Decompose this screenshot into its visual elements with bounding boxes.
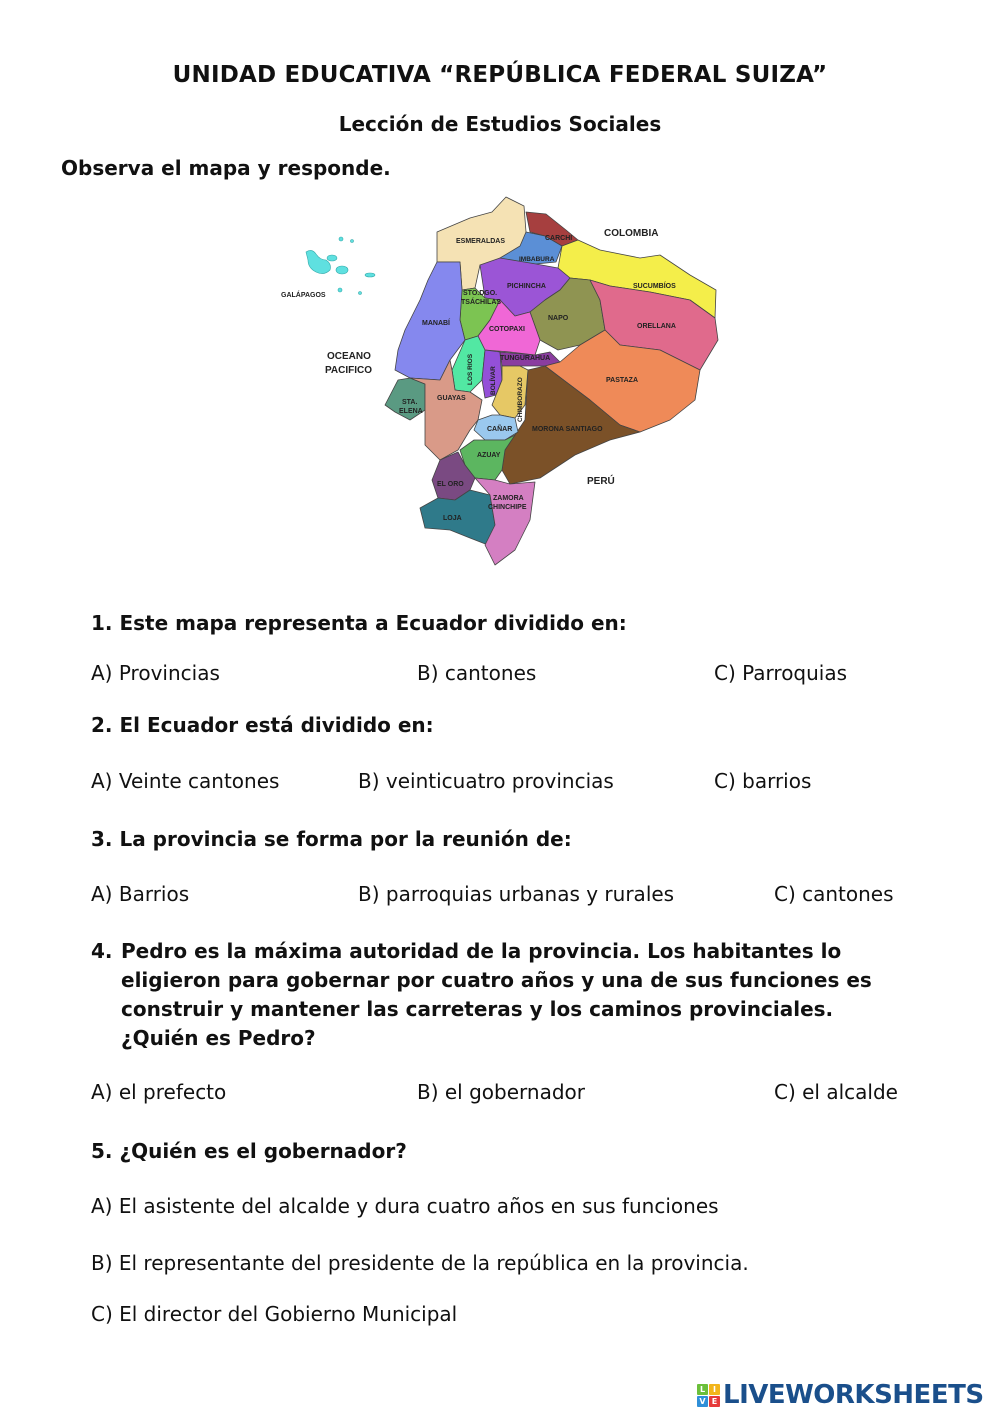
label-canar: CAÑAR bbox=[487, 426, 513, 433]
label-azuay: AZUAY bbox=[477, 452, 501, 459]
label-chinchipe: CHINCHIPE bbox=[488, 504, 527, 511]
label-morona: MORONA SANTIAGO bbox=[532, 426, 603, 433]
label-esmeraldas: ESMERALDAS bbox=[456, 238, 506, 245]
q5-option-c[interactable]: C) El director del Gobierno Municipal bbox=[91, 1302, 458, 1326]
logo-text: LIVEWORKSHEETS bbox=[723, 1380, 984, 1410]
instruction-text: Observa el mapa y responde. bbox=[61, 156, 391, 180]
q2-option-b[interactable]: B) veinticuatro provincias bbox=[358, 769, 614, 793]
q5-option-b[interactable]: B) El representante del presidente de la república en la provincia. bbox=[91, 1251, 749, 1275]
label-zamora: ZAMORA bbox=[493, 495, 524, 502]
label-galapagos: GALÁPAGOS bbox=[281, 292, 326, 299]
liveworksheets-logo bbox=[697, 1380, 984, 1410]
label-chimborazo: CHIMBORAZO bbox=[517, 377, 524, 422]
q2-option-a[interactable]: A) Veinte cantones bbox=[91, 769, 280, 793]
label-pastaza: PASTAZA bbox=[606, 377, 639, 384]
q4-option-c[interactable]: C) el alcalde bbox=[774, 1080, 898, 1104]
label-manabi: MANABÍ bbox=[422, 320, 450, 327]
label-pichincha: PICHINCHA bbox=[507, 283, 546, 290]
tile-v: V bbox=[697, 1396, 708, 1407]
label-elena: ELENA bbox=[399, 408, 423, 415]
question-4 bbox=[91, 937, 911, 1053]
label-guayas: GUAYAS bbox=[437, 395, 466, 402]
question-4-number: 4. bbox=[91, 939, 113, 963]
question-2: 2. El Ecuador está dividido en: bbox=[91, 713, 434, 737]
label-loja: LOJA bbox=[443, 515, 462, 522]
galapagos-islands bbox=[306, 237, 375, 295]
school-title: UNIDAD EDUCATIVA “REPÚBLICA FEDERAL SUIZA” bbox=[172, 62, 828, 88]
tile-i: I bbox=[709, 1384, 720, 1395]
label-colombia: COLOMBIA bbox=[604, 228, 659, 239]
q2-option-c[interactable]: C) barrios bbox=[714, 769, 812, 793]
q1-option-a[interactable]: A) Provincias bbox=[91, 661, 220, 685]
label-tungurahua: TUNGURAHUA bbox=[500, 355, 551, 362]
question-1: 1. Este mapa representa a Ecuador dividido en: bbox=[91, 611, 627, 635]
q3-option-c[interactable]: C) cantones bbox=[774, 882, 894, 906]
q1-option-b[interactable]: B) cantones bbox=[417, 661, 537, 685]
label-sucumbios: SUCUMBÍOS bbox=[633, 283, 676, 290]
q1-option-c[interactable]: C) Parroquias bbox=[714, 661, 848, 685]
label-sta: STA. bbox=[402, 399, 418, 406]
label-napo: NAPO bbox=[548, 315, 569, 322]
question-5: 5. ¿Quién es el gobernador? bbox=[91, 1139, 407, 1163]
q4-option-a[interactable]: A) el prefecto bbox=[91, 1080, 227, 1104]
question-3: 3. La provincia se forma por la reunión de: bbox=[91, 827, 572, 851]
label-imbabura: IMBABURA bbox=[519, 256, 555, 263]
q4-option-b[interactable]: B) el gobernador bbox=[417, 1080, 585, 1104]
label-cotopaxi: COTOPAXI bbox=[489, 326, 525, 333]
tile-l: L bbox=[697, 1384, 708, 1395]
question-4-text: Pedro es la máxima autoridad de la provincia. Los habitantes lo eligieron para gobernar por cuatro años y una de sus funciones es construir y mantener las carreteras y los caminos provinciales. ¿Quién es Pedro? bbox=[121, 939, 872, 1050]
q3-option-a[interactable]: A) Barrios bbox=[91, 882, 190, 906]
label-peru: PERÚ bbox=[587, 476, 615, 487]
label-carchi: CARCHI bbox=[545, 235, 573, 242]
tile-e: E bbox=[709, 1396, 720, 1407]
live-tiles-icon bbox=[697, 1384, 720, 1407]
label-orellana: ORELLANA bbox=[637, 323, 676, 330]
label-oceano: OCEANO bbox=[327, 351, 371, 362]
q3-option-b[interactable]: B) parroquias urbanas y rurales bbox=[358, 882, 675, 906]
label-pacifico: PACIFICO bbox=[325, 365, 373, 376]
q5-option-a[interactable]: A) El asistente del alcalde y dura cuatro años en sus funciones bbox=[91, 1194, 719, 1218]
ecuador-provinces-map bbox=[270, 190, 740, 580]
label-eloro: EL ORO bbox=[437, 481, 464, 488]
label-tsachilas: TSÁCHILAS bbox=[461, 299, 502, 306]
lesson-subtitle: Lección de Estudios Sociales bbox=[338, 112, 662, 136]
label-losrios: LOS RIOS bbox=[467, 353, 474, 385]
label-bolivar: BOLÍVAR bbox=[490, 366, 497, 395]
label-stodgo: STO.DGO. bbox=[463, 290, 498, 297]
